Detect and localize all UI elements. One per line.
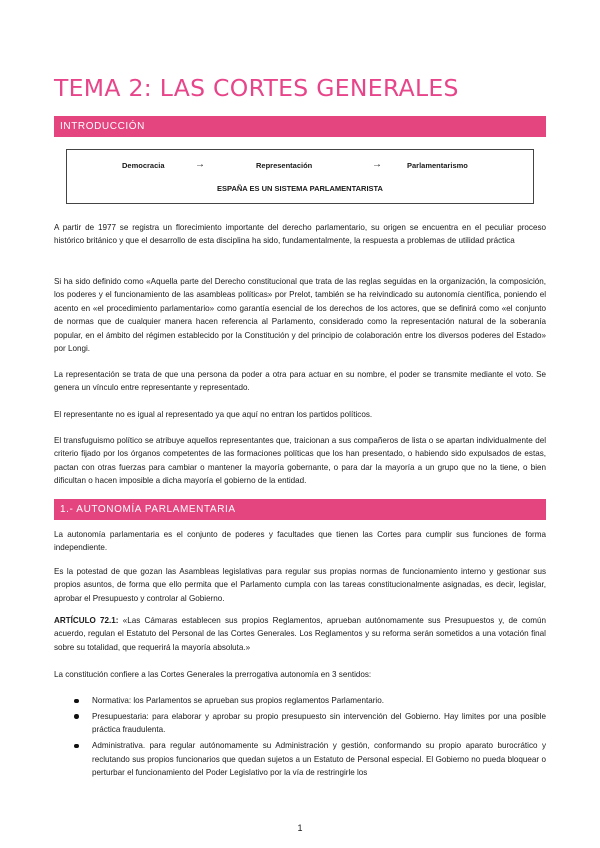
autonomy-list [54, 694, 546, 782]
section-header-autonomia: 1.- AUTONOMÍA PARLAMENTARIA [54, 499, 546, 520]
page-number: 1 [297, 823, 303, 833]
list-item [54, 694, 546, 707]
concept-parlamentarismo: Parlamentarismo [407, 161, 468, 170]
paragraph-6: La autonomía parlamentaria es el conjunto de poderes y facultades que tienen las Cortes para cumplir sus funciones de forma independiente. [54, 530, 546, 553]
article-label: ARTÍCULO 72.1: [54, 616, 119, 625]
paragraph-3: La representación se trata de que una persona da poder a otra para actuar en su nombre, el poder se transmite mediante el voto. Se genera un vínculo entre representante y representado. [54, 370, 546, 393]
paragraph-4: El representante no es igual al representado ya que aquí no entran los partidos políticos. [54, 410, 373, 419]
page-title: TEMA 2: LAS CORTES GENERALES [54, 74, 459, 102]
concept-democracia: Democracia [122, 161, 165, 170]
bullet-icon [74, 699, 79, 704]
concept-box [66, 149, 534, 204]
list-item-text: Presupuestaria: para elaborar y aprobar su propio presupuesto sin intervención del Gobierno. Hay limites por una posible práctica fraudulenta. [92, 711, 546, 735]
arrow-icon: → [195, 159, 205, 170]
list-item [54, 739, 546, 779]
section-header-introduccion: INTRODUCCIÓN [54, 116, 546, 137]
concept-subtitle: ESPAÑA ES UN SISTEMA PARLAMENTARISTA [217, 184, 383, 193]
paragraph-1: A partir de 1977 se registra un florecimiento importante del derecho parlamentario, su origen se encuentra en el peculiar proceso histórico británico y que el desarrollo de esta disciplina ha sido, fundamentalmente, la respuesta a problemas de utilidad práctica [54, 223, 546, 246]
paragraph-5: El transfuguismo político se atribuye aquellos representantes que, traicionan a sus compañeros de lista o se apartan individualmente del criterio fijado por los órganos competentes de las formaciones políticas que los han presentado, o habiendo sido expulsados de estas, pactan con otras fuerzas para cambiar o mantener la mayoría gobernante, o para dar la mayoría a un grupo que no la tiene, o bien dificultan o hacen imposible a dicha mayoría el gobierno de la entidad. [54, 436, 546, 486]
paragraph-9: La constitución confiere a las Cortes Generales la prerrogativa autonomía en 3 sentidos: [54, 670, 372, 679]
concept-representacion: Representación [256, 161, 313, 170]
list-item-text: Administrativa. para regular autónomamente su Administración y gestión, conformando su propio aparato burocrático y reclutando sus propios funcionarios que quedan sujetos a un Estatuto de Personal especial. El Gobierno no pueda bloquear o perturbar el funcionamiento del Poder Legislativo por la vía de restringirle los [92, 741, 546, 778]
arrow-icon: → [372, 159, 382, 170]
paragraph-2: Si ha sido definido como «Aquella parte del Derecho constitucional que trata de las reglas seguidas en la organización, la composición, los poderes y el funcionamiento de las asambleas políticas» por Prelot, también se ha reivindicado su autonomía científica, poniendo el acento en «el procedimiento parlamentario» como garantía esencial de los derechos de los actores, que se definirá como «el conjunto de normas que de cualquier manera hacen referencia al Parlamento, considerado como la representación natural de la soberanía popular, en el ámbito del régimen establecido por la Constitución y del principio de colaboración entre los diversos poderes del Estado» por Longi. [54, 277, 546, 354]
list-item [54, 710, 546, 737]
paragraph-8 [54, 614, 546, 654]
bullet-icon [74, 744, 79, 749]
list-item-text: Normativa: los Parlamentos se aprueban sus propios reglamentos Parlamentario. [92, 696, 384, 705]
bullet-icon [74, 714, 79, 719]
article-text: «Las Cámaras establecen sus propios Reglamentos, aprueban autónomamente sus Presupuestos y, de común acuerdo, regulan el Estatuto del Personal de las Cortes Generales. Los Reglamentos y su reforma serán sometidos a una votación final sobre su totalidad, que requerirá la mayoría absoluta.» [54, 616, 546, 652]
paragraph-7: Es la potestad de que gozan las Asambleas legislativas para regular sus propias normas de funcionamiento interno y gestionar sus propios asuntos, de forma que ello permita que el Parlamento cumpla con las tareas constitucionalmente asignadas, es decir, legislar, aprobar el Presupuesto y controlar al Gobierno. [54, 567, 546, 603]
